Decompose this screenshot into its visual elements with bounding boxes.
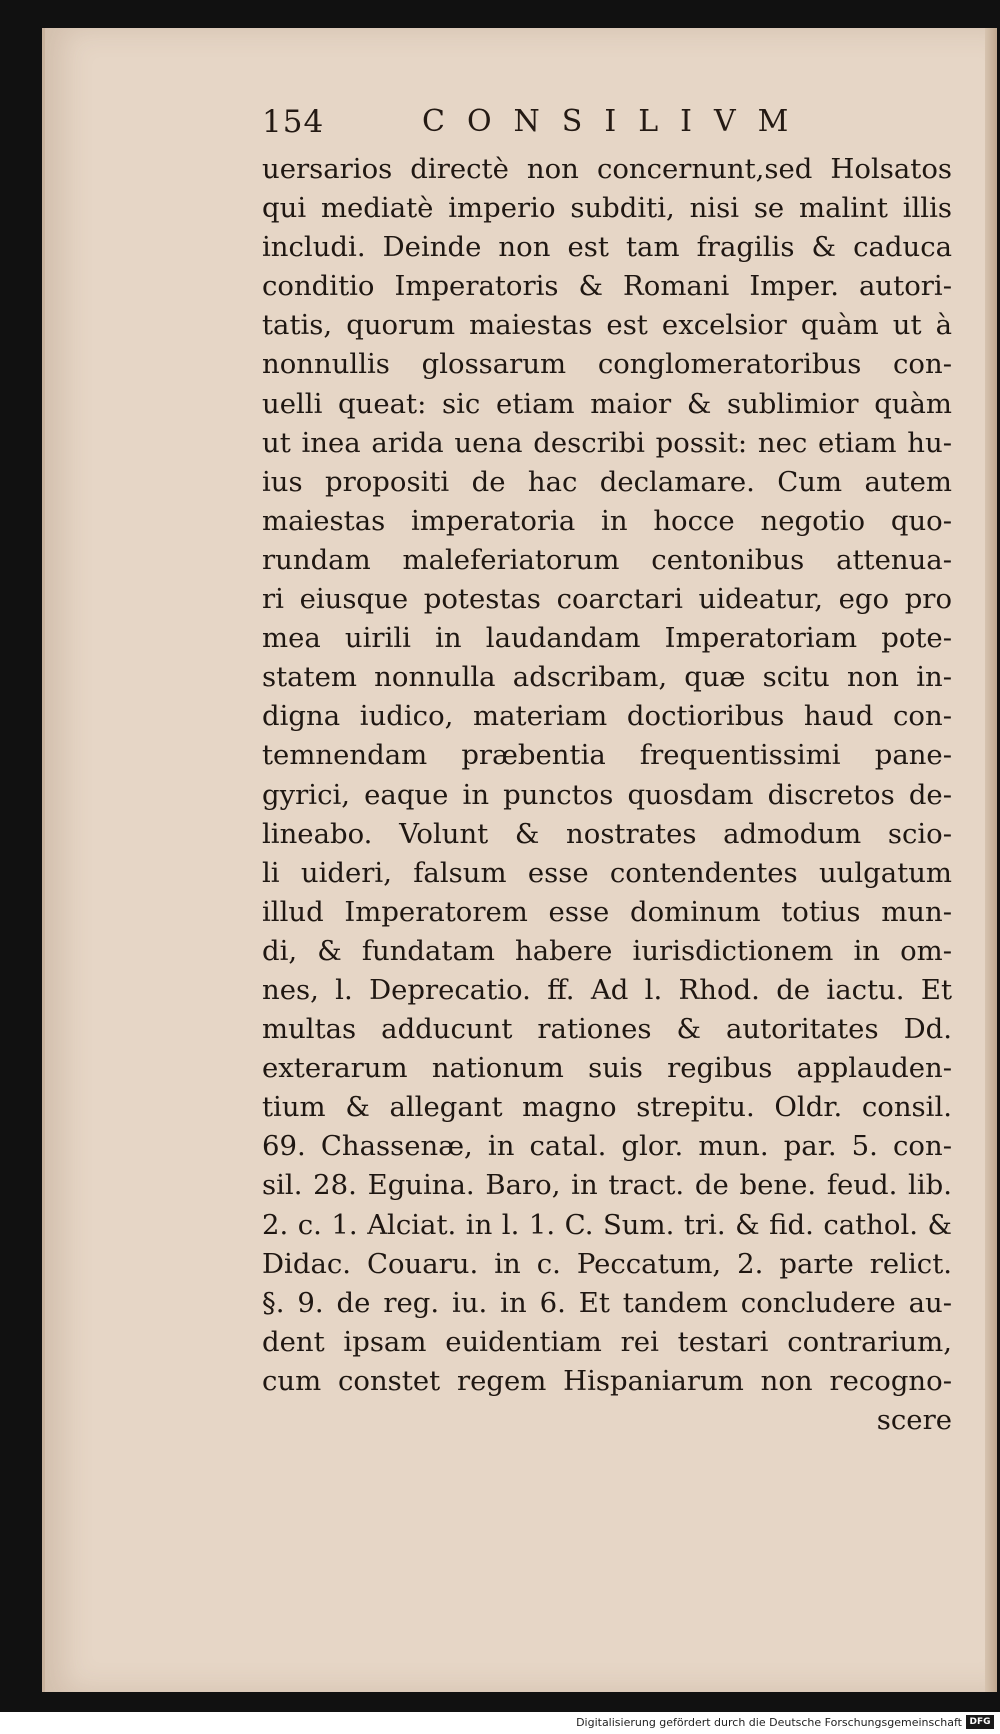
text-line: di, & fundatam habere iurisdictionem in om- [262,934,952,967]
text-line: uersarios directè non concernunt,sed Holsatos [262,153,952,185]
text-line: cum constet regem Hispaniarum non recogno- [262,1364,952,1397]
text-line: lineabo. Volunt & nostrates admodum scio- [262,817,952,850]
text-line: ius propositi de hac declamare. Cum autem [262,465,952,498]
text-line: 2. c. 1. Alciat. in l. 1. C. Sum. tri. & fid. cathol. & [262,1208,952,1241]
text-line: statem nonnulla adscribam, quæ scitu non in- [262,661,952,694]
text-line: nes, l. Deprecatio. ff. Ad l. Rhod. de iactu. Et [262,973,952,1006]
text-line: temnendam præbentia frequentissimi pane- [262,739,952,772]
running-title: CONSILIVM [422,104,811,139]
text-line: scere [876,1404,952,1436]
text-line: sil. 28. Eguina. Baro, in tract. de bene. feud. lib. [262,1169,952,1202]
text-line: rundam maleferiatorum centonibus attenua- [262,543,952,576]
text-line: li uideri, falsum esse contendentes uulgatum [262,856,952,889]
text-line: §. 9. de reg. iu. in 6. Et tandem concludere au- [262,1286,952,1319]
text-line: includi. Deinde non est tam fragilis & caduca [262,231,952,264]
footer-bar [0,1712,1000,1734]
page-edge [985,28,997,1692]
text-line: Didac. Couaru. in c. Peccatum, 2. parte relict. [262,1247,952,1280]
text-line: maiestas imperatoria in hocce negotio quo- [262,504,952,537]
text-line: ri eiusque potestas coarctari uideatur, ego pro [262,583,952,616]
dfg-logo: DFG [966,1715,994,1729]
running-head [262,104,962,148]
text-line: uelli queat: sic etiam maior & sublimior quàm [262,387,952,420]
text-line: exterarum nationum suis regibus applauden- [262,1052,952,1085]
text-line: digna iudico, materiam doctioribus haud con- [262,700,952,733]
text-line: qui mediatè imperio subditi, nisi se malint illis [262,192,952,225]
text-line: conditio Imperatoris & Romani Imper. autori- [262,270,952,303]
page-number: 154 [262,104,325,140]
text-line: tatis, quorum maiestas est excelsior quàm ut à [262,309,952,342]
text-line: tium & allegant magno strepitu. Oldr. consil. [262,1091,952,1124]
text-line: ut inea arida uena describi possit: nec etiam hu- [262,426,952,459]
text-block [262,150,952,1440]
text-line: gyrici, eaque in punctos quosdam discretos de- [262,778,952,811]
text-line: dent ipsam euidentiam rei testari contrarium, [262,1325,952,1358]
text-line: 69. Chassenæ, in catal. glor. mun. par. 5. con- [262,1130,952,1163]
text-line: nonnullis glossarum conglomeratoribus con- [262,348,952,381]
digitization-note: Digitalisierung gefördert durch die Deutsche Forschungsgemeinschaft [576,1716,962,1729]
text-line: illud Imperatorem esse dominum totius mun- [262,895,952,928]
text-line: multas adducunt rationes & autoritates Dd. [262,1013,952,1046]
text-line: mea uirili in laudandam Imperatoriam pote- [262,622,952,655]
